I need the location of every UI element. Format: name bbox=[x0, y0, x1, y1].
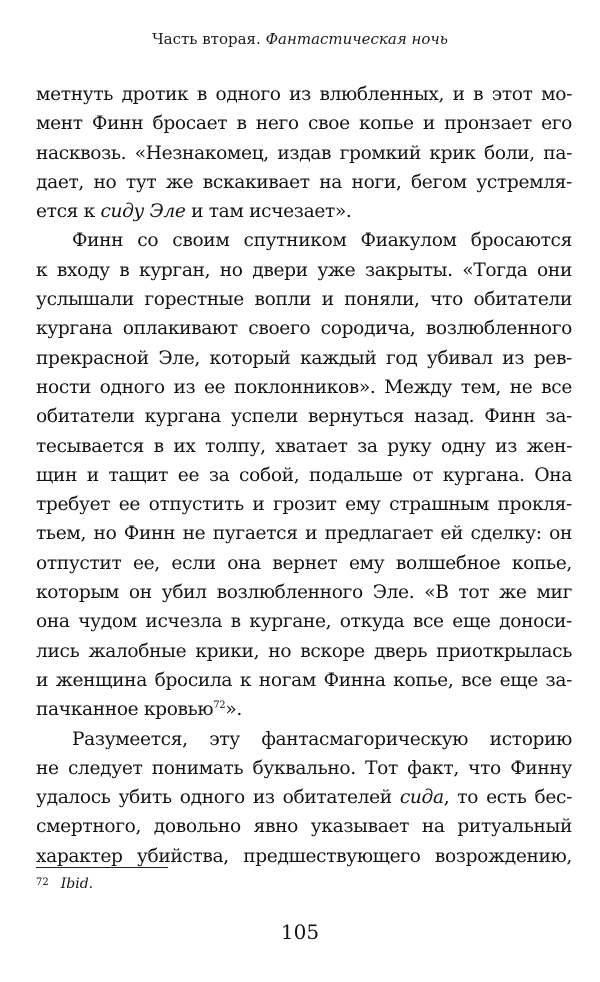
text-line: насквозь. «Незнакомец, издав громкий крик боли, па- bbox=[36, 142, 572, 164]
text-line bbox=[36, 783, 572, 812]
paragraph-start-line: Финн со своим спутником Фиакулом бросаются bbox=[72, 230, 572, 252]
italic-term: сиду Эле bbox=[100, 201, 186, 223]
text-line: требует ее отпустить и грозит ему страшным прокля- bbox=[36, 494, 572, 516]
text-line: тесывается в их толпу, хватает за руку одну из жен- bbox=[36, 435, 572, 457]
text-line: щин и тащит ее за собой, подальше от кургана. Она bbox=[36, 464, 572, 486]
text-line: которым он убил возлюбленного Эле. «В тот же миг bbox=[36, 582, 572, 604]
text-line: она чудом исчезла в кургане, откуда все еще доноси- bbox=[36, 611, 572, 633]
text-line: отпустит ее, если она вернет ему волшебное копье, bbox=[36, 552, 572, 574]
text-line: метнуть дротик в одного из влюбленных, и в этот мо- bbox=[36, 84, 572, 105]
text-line: не следует понимать буквально. Тот факт, что Финну bbox=[36, 757, 572, 779]
text-line: дает, но тут же вскакивает на ноги, бегом устремля- bbox=[36, 171, 572, 193]
text-line: к входу в курган, но двери уже закрыты. «Тогда они bbox=[36, 259, 572, 281]
text-span: , то есть бес- bbox=[443, 787, 573, 809]
text-span: пачканное кровью bbox=[36, 699, 214, 721]
body-text bbox=[36, 80, 572, 871]
text-line: и женщина бросила к ногам Финна копье, все еще за- bbox=[36, 669, 572, 691]
text-line: прекрасной Эле, который каждый год убивал из рев- bbox=[36, 347, 572, 369]
text-span: ется к bbox=[36, 201, 101, 223]
text-line: лись жалобные крики, но вскоре дверь приоткрылась bbox=[36, 640, 572, 662]
text-line bbox=[36, 197, 572, 226]
footnote-number: 72 bbox=[36, 877, 49, 888]
text-line bbox=[36, 695, 572, 724]
running-head bbox=[0, 30, 600, 48]
text-line: мент Финн бросает в него свое копье и пронзает его bbox=[36, 113, 572, 135]
running-head-part: Часть вторая. bbox=[152, 30, 261, 48]
text-span: ». bbox=[225, 699, 242, 721]
footnote-divider bbox=[36, 867, 168, 868]
italic-term: сида bbox=[399, 787, 444, 809]
text-span: удалось убить одного из обитателей bbox=[36, 787, 400, 809]
text-line: кургана оплакивают своего сородича, возлюбленного bbox=[36, 318, 572, 340]
page-number: 105 bbox=[280, 920, 320, 944]
text-line: смертного, довольно явно указывает на ритуальный bbox=[36, 816, 572, 838]
footnote-reference[interactable]: 72 bbox=[213, 700, 226, 712]
footnote bbox=[36, 876, 93, 892]
text-line: тьем, но Финн не пугается и предлагает ей сделку: он bbox=[36, 523, 572, 545]
text-line: характер убийства, предшествующего возрождению, bbox=[36, 845, 572, 867]
text-line: обитатели кургана успели вернуться назад. Финн за- bbox=[36, 406, 572, 428]
paragraph-start-line: Разумеется, эту фантасмагорическую историю bbox=[72, 728, 572, 750]
text-line: ности одного из ее поклонников». Между тем, не все bbox=[36, 376, 572, 398]
text-span: и там исчезает». bbox=[185, 201, 352, 223]
footnote-text: Ibid. bbox=[60, 876, 94, 892]
running-head-title: Фантастическая ночь bbox=[265, 30, 448, 48]
text-line: услышали горестные вопли и поняли, что обитатели bbox=[36, 289, 572, 311]
